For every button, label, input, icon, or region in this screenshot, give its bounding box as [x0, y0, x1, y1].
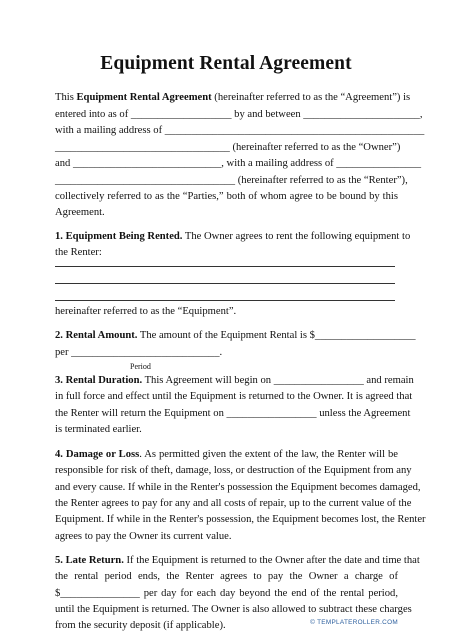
section-4-line-1: 4. Damage or Loss. As permitted given the extent of the law, the Renter will be: [55, 449, 398, 460]
footer-brand[interactable]: [310, 619, 398, 626]
section-1-line-2: the Renter:: [55, 247, 102, 258]
section-2-line-2: per ____________________________.: [55, 347, 223, 358]
equipment-blank-line-3[interactable]: [55, 300, 395, 301]
intro-line-8: Agreement.: [55, 207, 105, 218]
section-4-heading: 4. Damage or Loss: [55, 449, 140, 460]
period-label: Period: [130, 362, 151, 371]
section-3-heading: 3. Rental Duration.: [55, 375, 143, 386]
section-1-heading: 1. Equipment Being Rented.: [55, 231, 183, 242]
section-1-after: hereinafter referred to as the “Equipment”.: [55, 306, 237, 317]
section-4-line-6: agrees to pay the Owner its current value.: [55, 531, 232, 542]
section-3-line-3: the Renter will return the Equipment on _________________ unless the Agreement: [55, 408, 411, 419]
section-5-line-2: the rental period ends, the Renter agrees to pay the Owner a charge of: [55, 571, 398, 582]
copyright-icon: ©: [310, 619, 316, 626]
section-2-line-1: 2. Rental Amount. The amount of the Equipment Rental is $___________________: [55, 330, 416, 341]
equipment-blank-line-2[interactable]: [55, 283, 395, 284]
equipment-blank-line-1[interactable]: [55, 266, 395, 267]
section-3-line-2: in full force and effect until the Equipment is returned to the Owner. It is agreed that: [55, 391, 413, 402]
section-5-line-4: until the Equipment is returned. The Owner is also allowed to subtract these charges: [55, 604, 412, 615]
section-5-heading: 5. Late Return.: [55, 555, 124, 566]
intro-line-5: and ____________________________, with a mailing address of ________________: [55, 158, 422, 169]
section-3-line-4: is terminated earlier.: [55, 424, 142, 435]
section-4-line-4: the Renter agrees to pay for any and all costs of repair, up to the current value of the: [55, 498, 412, 509]
section-5-line-3: $_______________ per day for each day beyond the end of the rental period,: [55, 588, 398, 599]
section-5-line-1: 5. Late Return. If the Equipment is returned to the Owner after the date and time that: [55, 555, 420, 566]
section-1-line-1: 1. Equipment Being Rented. The Owner agrees to rent the following equipment to: [55, 231, 411, 242]
intro-line-7: collectively referred to as the “Parties,” both of whom agree to be bound by this: [55, 191, 398, 202]
intro-line-1: This Equipment Rental Agreement (hereinafter referred to as the “Agreement”) is: [55, 92, 411, 103]
section-4-line-5: Equipment. If while in the Renter's possession, the Equipment becomes lost, the Renter: [55, 514, 426, 525]
intro-line-6: __________________________________ (hereinafter referred to as the “Renter”),: [55, 175, 408, 186]
document-title: Equipment Rental Agreement: [100, 53, 352, 74]
section-3-line-1: 3. Rental Duration. This Agreement will begin on _________________ and remain: [55, 375, 414, 386]
section-4-line-2: responsible for risk of theft, damage, loss, or destruction of the Equipment from any: [55, 465, 412, 476]
intro-line-2: entered into as of ___________________ by and between ______________________,: [55, 109, 423, 120]
section-2-heading: 2. Rental Amount.: [55, 330, 138, 341]
section-4-line-3: and every cause. If while in the Renter's possession the Equipment becomes damaged,: [55, 482, 421, 493]
section-5-line-5: from the security deposit (if applicable).: [55, 620, 226, 631]
footer-text: TEMPLATEROLLER.COM: [317, 619, 398, 626]
intro-line-3: with a mailing address of _________________________________________________: [55, 125, 425, 136]
intro-line-4: _________________________________ (hereinafter referred to as the “Owner”): [55, 142, 401, 153]
